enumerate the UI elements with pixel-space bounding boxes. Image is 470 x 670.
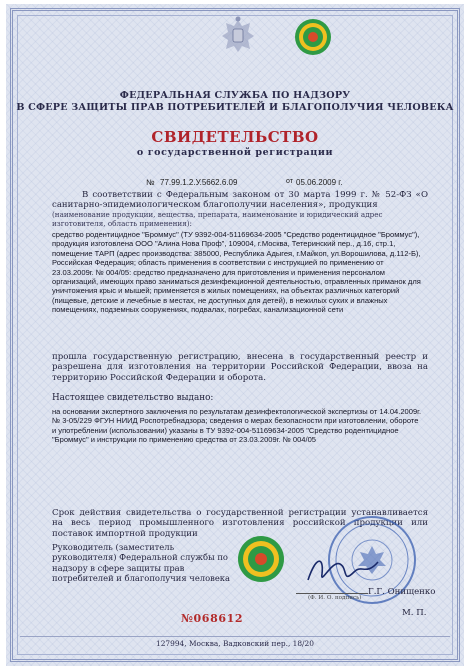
issue-basis: на основании экспертного заключения по результатам дезинфектологической экспертизы от 14.04.2009г. № 3-05/229 ФГУН НИИД Роспотребнадзора; сведения о мерах безопасности при изготовлении, обороте и употреблении (использовании) указаны в ТУ 9392-004-51169634-2005 "Средство родентицидное "Броммус" и инструкции по применению средства от 23.03.2009г. № 004/05: [52, 407, 422, 445]
product-description: средство родентицидное "Броммус" (ТУ 9392-004-51169634-2005 "Средство родентицидное "Броммус"), продукция изготовлена ООО "Алина Нова Проф", 109004, г.Москва, Тетеринский пер., д.16, стр.1, помещение ТАРП (адрес производства: 385000, Республика Адыгея, г.Майкоп, ул.Ворошилова, д.112-Б), Российская Федерация; область применения в соответствии с инструкцией по применению от 23.03.2009г. № 004/05: средство предназначено для приготовления и применения персоналом организаций, имеющих право заниматься дезинфекционной деятельностью, отравленных приманок для уничтожения крыс и мышей; применяется в жилых помещениях, на объектах различных категорий (пищевые, детские и лечебные в местах, не доступных для детей), в нежилых сухих и влажных помещениях, подземных сооружениях, подвалах, погребах, канализационной сети: [52, 230, 421, 315]
agency-line-1: ФЕДЕРАЛЬНАЯ СЛУЖБА ПО НАДЗОРУ: [119, 90, 351, 101]
signature-caption: (Ф. И. О. подпись): [308, 595, 362, 601]
signature-line: [296, 593, 368, 594]
validity-paragraph: Срок действия свидетельства о государственной регистрации устанавливается на весь период промышленного изготовления российской продукции или поставок импортной продукции: [52, 508, 428, 539]
accordance-paragraph: В соответствии с Федеральным законом от 30 марта 1999 г. № 52-ФЗ «О санитарно-эпидемиологическом благополучии населения», продукция: [52, 190, 428, 211]
registration-statement: прошла государственную регистрацию, внесена в государственный реестр и разрешена для изготовления на территории Российской Федерации, ввоза на территорию Российской Федерации и оборота.: [52, 352, 428, 383]
hologram-sticker-icon: [236, 534, 286, 584]
registration-from-label: от: [286, 178, 293, 185]
document-subtitle: о государственной регистрации: [136, 147, 334, 158]
registration-number: 77.99.1.2.У.5662.6.09: [160, 178, 238, 187]
signer-title: Руководитель (заместитель руководителя) Федеральной службы по надзору в сфере защиты прав потребителей и благополучия человека: [52, 542, 231, 583]
registration-date: 05.06.2009 г.: [296, 178, 343, 187]
agency-name: [6, 90, 464, 113]
coat-of-arms-emblem: [216, 14, 260, 58]
hologram-sticker-icon: [294, 18, 332, 56]
document-title: СВИДЕТЕЛЬСТВО: [151, 128, 319, 146]
footer: [20, 636, 450, 649]
signer-name: Г.Г. Онищенко: [368, 587, 436, 597]
handwritten-signature: [302, 550, 382, 590]
registration-mark: №: [146, 178, 155, 187]
stamp-place-label: М. П.: [402, 608, 427, 618]
accordance-caption: (наименование продукции, вещества, препарата, наименование и юридический адрес изготовителя, область применения):: [52, 210, 383, 228]
agency-line-2: В СФЕРЕ ЗАЩИТЫ ПРАВ ПОТРЕБИТЕЛЕЙ И БЛАГОПОЛУЧИЯ ЧЕЛОВЕКА: [16, 101, 454, 113]
issued-heading: Настоящее свидетельство выдано:: [52, 393, 214, 403]
certificate-page: [6, 4, 464, 666]
printer-imprint: 127994, Москва, Вадковский пер., 18/20: [156, 639, 314, 648]
registration-line: [146, 178, 406, 190]
serial-number: №068612: [181, 612, 244, 625]
